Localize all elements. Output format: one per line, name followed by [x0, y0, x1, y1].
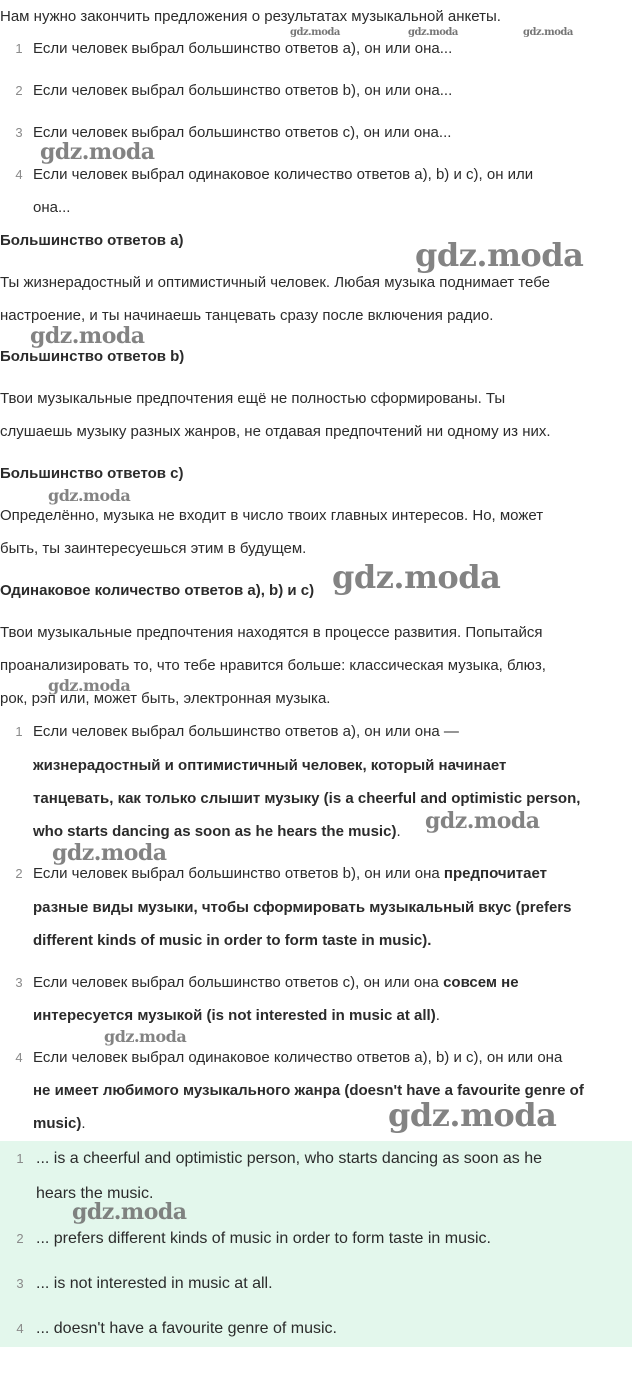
list-number: 2 — [15, 83, 23, 98]
watermark: gdz.moda — [290, 27, 340, 38]
watermark: gdz.moda — [408, 27, 458, 38]
section-heading-b: Большинство ответов b) — [0, 348, 185, 365]
solution-4-line3 — [33, 1114, 86, 1134]
section-text-c-line2: быть, ты заинтересуешься этим в будущем. — [0, 540, 307, 557]
solution-3-period: . — [435, 1007, 440, 1024]
list-number: 3 — [16, 1276, 24, 1291]
section-heading-a: Большинство ответов a) — [0, 232, 184, 249]
solution-4-period: . — [81, 1115, 86, 1132]
watermark: gdz.moda — [332, 558, 501, 596]
section-text-b-line1: Твои музыкальные предпочтения ещё не полностью сформированы. Ты — [0, 390, 506, 407]
solution-2-line3: different kinds of music in order to form taste in music). — [33, 932, 432, 949]
solution-1-line1: Если человек выбрал большинство ответов a), он или она — — [33, 723, 459, 740]
watermark: gdz.moda — [523, 27, 573, 38]
watermark: gdz.moda — [425, 808, 540, 834]
solution-4-line3-bold: music) — [33, 1115, 82, 1132]
watermark: gdz.moda — [72, 1199, 187, 1225]
solution-1-line4-bold: who starts dancing as soon as he hears the music) — [33, 823, 397, 840]
solution-3-line1 — [33, 973, 519, 993]
answer-box — [0, 1141, 632, 1347]
section-text-equal-line3: рок, рэп или, может быть, электронная музыка. — [0, 690, 331, 707]
solution-1-line3: танцевать, как только слышит музыку (is a cheerful and optimistic person, — [33, 790, 581, 807]
watermark: gdz.moda — [104, 1027, 187, 1046]
answer-2: ... prefers different kinds of music in order to form taste in music. — [36, 1230, 491, 1247]
watermark: gdz.moda — [388, 1096, 557, 1134]
watermark: gdz.moda — [40, 139, 155, 165]
watermark: gdz.moda — [30, 323, 145, 349]
list-item-continuation: она... — [33, 199, 71, 216]
list-number: 1 — [15, 724, 23, 739]
solution-2-line2: разные виды музыки, чтобы сформировать музыкальный вкус (prefers — [33, 899, 572, 916]
watermark: gdz.moda — [48, 486, 131, 505]
solution-3-line2 — [33, 1006, 440, 1026]
list-number: 4 — [16, 1321, 24, 1336]
list-number: 2 — [16, 1231, 24, 1246]
list-number: 3 — [15, 975, 23, 990]
section-text-equal-line2: проанализировать то, что тебе нравится больше: классическая музыка, блюз, — [0, 657, 546, 674]
list-number: 4 — [15, 167, 23, 182]
intro-text: Нам нужно закончить предложения о результатах музыкальной анкеты. — [0, 8, 501, 25]
section-text-b-line2: слушаешь музыку разных жанров, не отдавая предпочтений ни одному из них. — [0, 423, 551, 440]
section-heading-c: Большинство ответов c) — [0, 465, 184, 482]
answer-1-line2: hears the music. — [36, 1185, 154, 1202]
list-item: Если человек выбрал большинство ответов c), он или она... — [33, 124, 452, 141]
solution-1-line4 — [33, 822, 401, 842]
list-number: 3 — [15, 125, 23, 140]
solution-1-period: . — [396, 823, 401, 840]
solution-3-line1-plain: Если человек выбрал большинство ответов c), он или она — [33, 974, 444, 991]
list-item: Если человек выбрал большинство ответов a), он или она... — [33, 40, 453, 57]
watermark: gdz.moda — [52, 840, 167, 866]
list-number: 1 — [16, 1151, 24, 1166]
list-item: Если человек выбрал большинство ответов b), он или она... — [33, 82, 453, 99]
answer-4: ... doesn't have a favourite genre of music. — [36, 1320, 337, 1337]
solution-2-line1 — [33, 864, 547, 884]
watermark: gdz.moda — [415, 236, 584, 274]
answer-3: ... is not interested in music at all. — [36, 1275, 273, 1292]
section-text-a-line2: настроение, и ты начинаешь танцевать сразу после включения радио. — [0, 307, 494, 324]
list-number: 2 — [15, 866, 23, 881]
solution-2-line1-plain: Если человек выбрал большинство ответов b), он или она — [33, 865, 444, 882]
section-text-a-line1: Ты жизнерадостный и оптимистичный человек. Любая музыка поднимает тебе — [0, 274, 550, 291]
list-number: 4 — [15, 1050, 23, 1065]
answer-1-line1: ... is a cheerful and optimistic person, who starts dancing as soon as he — [36, 1150, 543, 1167]
watermark: gdz.moda — [48, 676, 131, 695]
solution-3-line1-bold: совсем не — [443, 974, 519, 991]
list-number: 1 — [15, 41, 23, 56]
list-item: Если человек выбрал одинаковое количество ответов a), b) и c), он или — [33, 166, 534, 183]
solution-3-line2-bold: интересуется музыкой (is not interested in music at all) — [33, 1007, 436, 1024]
solution-4-line2: не имеет любимого музыкального жанра (doesn't have a favourite genre of — [33, 1082, 584, 1099]
section-text-equal-line1: Твои музыкальные предпочтения находятся в процессе развития. Попытайся — [0, 624, 543, 641]
solution-1-line2: жизнерадостный и оптимистичный человек, который начинает — [33, 757, 507, 774]
solution-2-line1-bold: предпочитает — [443, 865, 547, 882]
section-heading-equal: Одинаковое количество ответов a), b) и c) — [0, 582, 315, 599]
section-text-c-line1: Определённо, музыка не входит в число твоих главных интересов. Но, может — [0, 507, 544, 524]
solution-4-line1: Если человек выбрал одинаковое количество ответов a), b) и c), он или она — [33, 1049, 563, 1066]
